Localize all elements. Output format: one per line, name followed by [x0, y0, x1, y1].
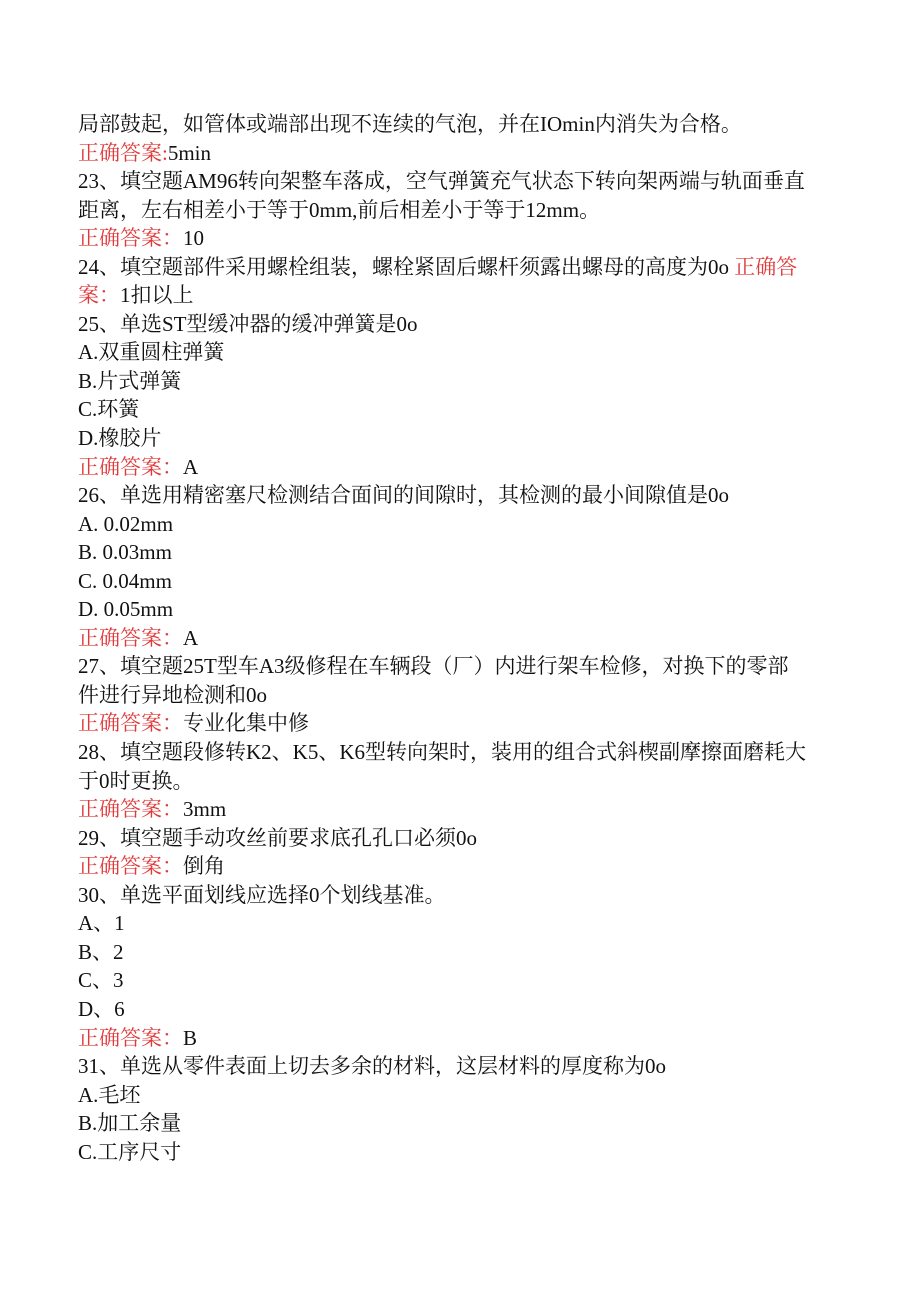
text-line [78, 395, 858, 424]
text-line [78, 167, 858, 196]
document-page [78, 110, 858, 1166]
text-segment: A. 0.02mm [78, 511, 174, 536]
answer-label: 正确答案： [78, 226, 183, 251]
text-segment: 23、填空题AM96转向架整车落成，空气弹簧充气状态下转向架两端与轨面垂直 [78, 169, 805, 194]
text-line [78, 767, 858, 796]
text-segment: B. 0.03mm [78, 540, 172, 565]
text-segment: B.片式弹簧 [78, 368, 182, 393]
text-line [78, 1138, 858, 1167]
text-segment: 1扣以上 [120, 283, 194, 308]
text-line [78, 224, 858, 253]
text-line [78, 253, 858, 282]
text-line [78, 424, 858, 453]
text-segment: A.双重圆柱弹簧 [78, 340, 225, 365]
text-segment: 25、单选ST型缓冲器的缓冲弹簧是0o [78, 311, 418, 336]
answer-label: 正确答案： [78, 1025, 183, 1050]
text-line [78, 738, 858, 767]
answer-label: 案： [78, 283, 120, 308]
text-segment: C、3 [78, 968, 124, 993]
text-line [78, 938, 858, 967]
text-line [78, 624, 858, 653]
text-segment: 24、填空题部件采用螺栓组装，螺栓紧固后螺杆须露出螺母的高度为0o [78, 254, 735, 279]
text-segment: 3mm [183, 797, 227, 822]
text-line [78, 1024, 858, 1053]
text-segment: D、6 [78, 996, 125, 1021]
text-segment: A.毛坯 [78, 1082, 141, 1107]
text-line [78, 1109, 858, 1138]
text-line [78, 881, 858, 910]
text-line [78, 510, 858, 539]
text-line [78, 139, 858, 168]
text-segment: 倒角 [183, 854, 225, 879]
text-line [78, 1081, 858, 1110]
text-line [78, 681, 858, 710]
text-line [78, 995, 858, 1024]
text-line [78, 795, 858, 824]
text-line [78, 538, 858, 567]
answer-label: 正确答案： [78, 454, 183, 479]
text-segment: 距离，左右相差小于等于0mm,前后相差小于等于12mm。 [78, 197, 601, 222]
text-segment: 28、填空题段修转K2、K5、K6型转向架时，装用的组合式斜楔副摩擦面磨耗大 [78, 740, 806, 765]
text-line [78, 824, 858, 853]
text-line [78, 909, 858, 938]
text-line [78, 966, 858, 995]
text-line [78, 1052, 858, 1081]
text-line [78, 310, 858, 339]
text-segment: 29、填空题手动攻丝前要求底孔孔口必须0o [78, 825, 477, 850]
text-segment: 31、单选从零件表面上切去多余的材料，这层材料的厚度称为0o [78, 1054, 666, 1079]
text-line [78, 595, 858, 624]
text-segment: A、1 [78, 911, 125, 936]
answer-label: 正确答案： [78, 711, 183, 736]
text-line [78, 338, 858, 367]
text-segment: 5min [167, 140, 212, 165]
text-line [78, 196, 858, 225]
text-segment: D.橡胶片 [78, 426, 162, 451]
answer-label: 正确答案： [78, 854, 183, 879]
text-segment: B.加工余量 [78, 1111, 182, 1136]
text-segment: 专业化集中修 [183, 711, 309, 736]
text-segment: 26、单选用精密塞尺检测结合面间的间隙时，其检测的最小间隙值是0o [78, 483, 729, 508]
text-segment: 10 [183, 226, 204, 251]
text-segment: D. 0.05mm [78, 597, 174, 622]
text-segment: C.工序尺寸 [78, 1139, 182, 1164]
text-segment: B、2 [78, 939, 124, 964]
text-segment: A [183, 625, 199, 650]
text-segment: A [183, 454, 199, 479]
text-line [78, 367, 858, 396]
text-line [78, 652, 858, 681]
text-line [78, 709, 858, 738]
text-segment: 27、填空题25T型车A3级修程在车辆段（厂）内进行架车检修，对换下的零部 [78, 654, 789, 679]
text-segment: 于0时更换。 [78, 768, 194, 793]
text-line [78, 110, 858, 139]
answer-label: 正确答 [734, 254, 798, 279]
text-line [78, 481, 858, 510]
answer-label: 正确答案： [78, 797, 183, 822]
text-line [78, 453, 858, 482]
text-segment: B [183, 1025, 198, 1050]
text-line [78, 567, 858, 596]
text-line [78, 852, 858, 881]
text-segment: 30、单选平面划线应选择0个划线基准。 [78, 882, 446, 907]
text-segment: 局部鼓起，如管体或端部出现不连续的气泡，并在IOmin内消失为合格。 [78, 112, 742, 136]
text-segment: C. 0.04mm [78, 568, 172, 593]
text-line [78, 281, 858, 310]
text-segment: 件进行异地检测和0o [78, 682, 267, 707]
answer-label: 正确答案: [78, 140, 168, 165]
answer-label: 正确答案： [78, 625, 183, 650]
text-segment: C.环簧 [78, 397, 140, 422]
